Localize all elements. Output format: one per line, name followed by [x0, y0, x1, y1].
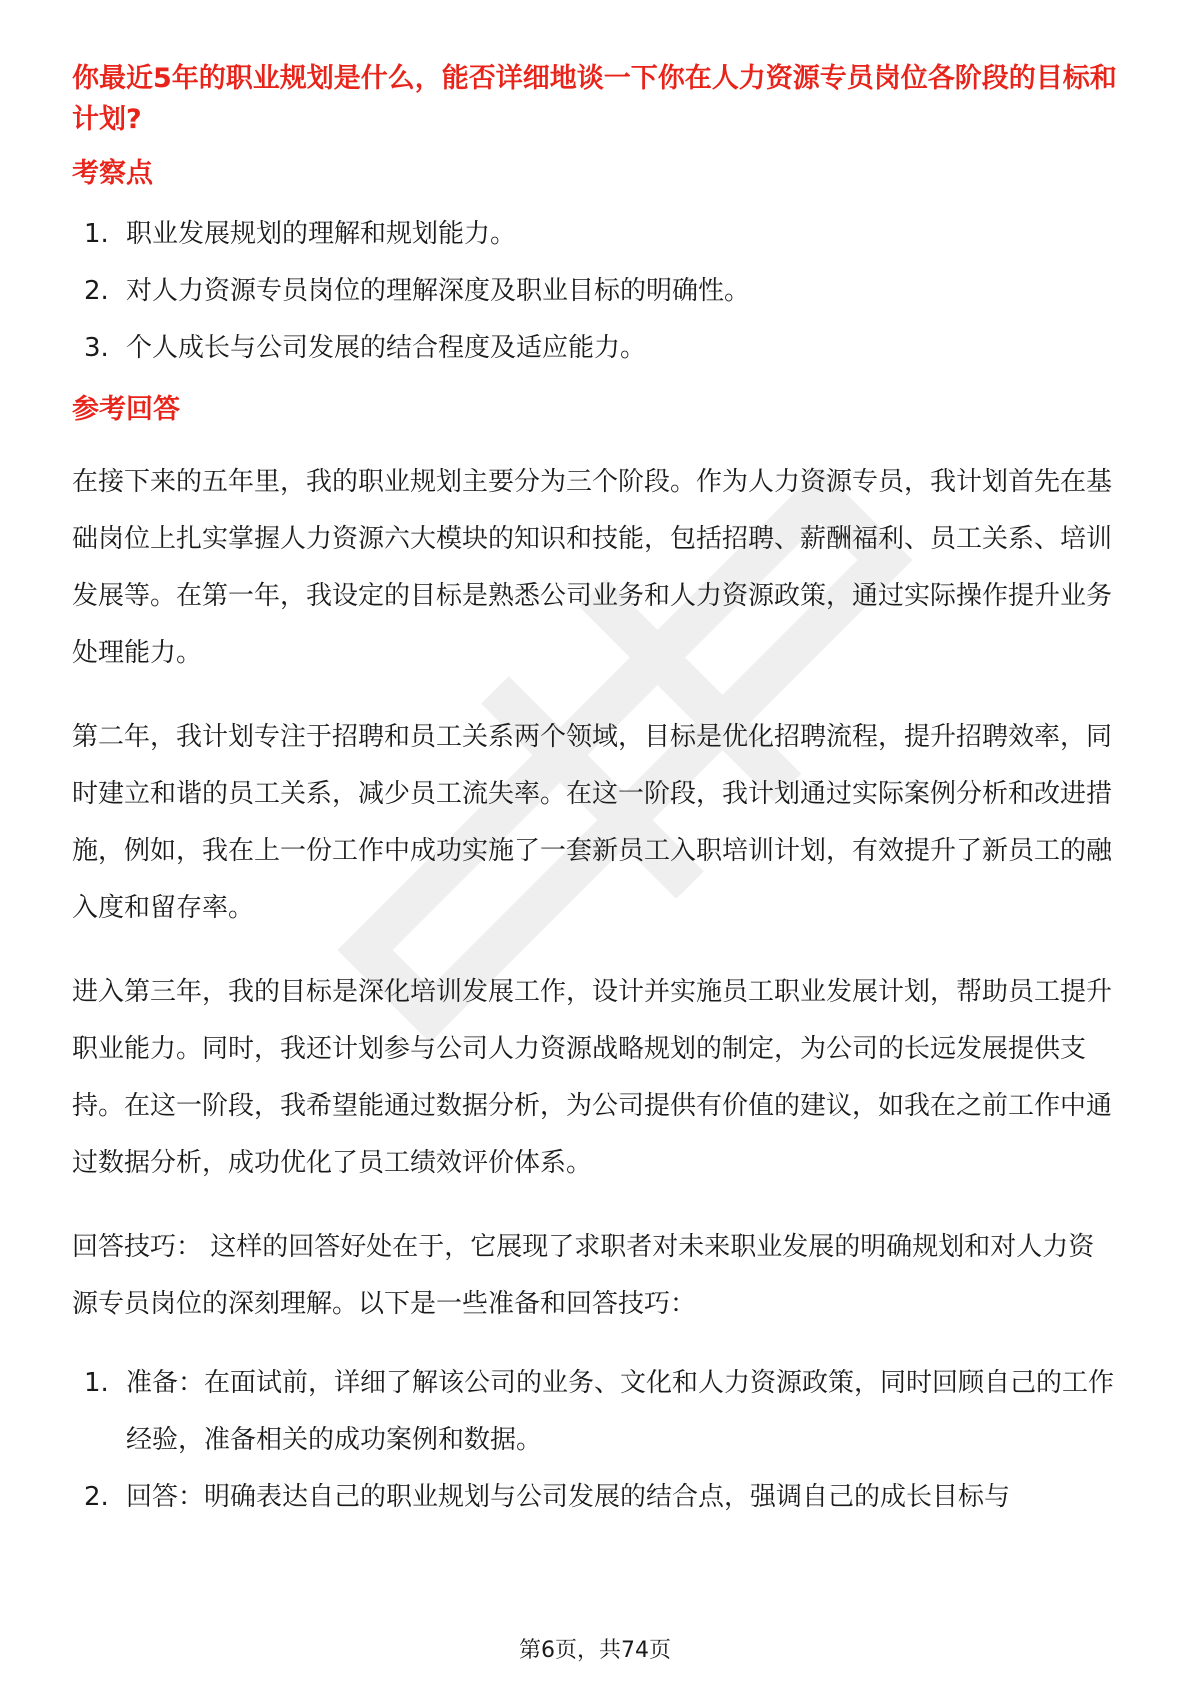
answer-paragraph-3: 进入第三年，我的目标是深化培训发展工作，设计并实施员工职业发展计划，帮助员工提升职业能力。同时，我还计划参与公司人力资源战略规划的制定，为公司的长远发展提供支持。在这一阶段，我希望能通过数据分析，为公司提供有价值的建议，如我在之前工作中通过数据分析，成功优化了员工绩效评价体系。 [72, 977, 1113, 1178]
list-item: 2. 回答：明确表达自己的职业规划与公司发展的结合点，强调自己的成长目标与 [84, 1482, 1011, 1512]
list-item: 1. 准备：在面试前，详细了解该公司的业务、文化和人力资源政策，同时回顾自己的工作经验，准备相关的成功案例和数据。 [84, 1368, 1115, 1455]
answer-section-title: 参考回答 [72, 394, 180, 425]
main-content [72, 58, 1120, 1526]
answer-paragraph-2: 第二年，我计划专注于招聘和员工关系两个领域，目标是优化招聘流程，提升招聘效率，同时建立和谐的员工关系，减少员工流失率。在这一阶段，我计划通过实际案例分析和改进措施，例如，我在上一份工作中成功实施了一套新员工入职培训计划，有效提升了新员工的融入度和留存率。 [72, 722, 1113, 923]
focus-section-title: 考察点 [72, 158, 153, 189]
list-item: 2. 对人力资源专员岗位的理解深度及职业目标的明确性。 [84, 276, 751, 306]
list-item: 1. 职业发展规划的理解和规划能力。 [84, 219, 517, 249]
answer-paragraph-1: 在接下来的五年里，我的职业规划主要分为三个阶段。作为人力资源专员，我计划首先在基础岗位上扎实掌握人力资源六大模块的知识和技能，包括招聘、薪酬福利、员工关系、培训发展等。在第一年，我设定的目标是熟悉公司业务和人力资源政策，通过实际操作提升业务处理能力。 [72, 467, 1113, 668]
question-heading: 你最近5年的职业规划是什么，能否详细地谈一下你在人力资源专员岗位各阶段的目标和计划? [72, 63, 1117, 135]
focus-list [72, 216, 1120, 366]
list-item: 3. 个人成长与公司发展的结合程度及适应能力。 [84, 333, 647, 363]
page-footer: 第6页，共74页 [519, 1638, 671, 1663]
tips-list [72, 1355, 1120, 1526]
tips-intro-paragraph: 回答技巧： 这样的回答好处在于，它展现了求职者对未来职业发展的明确规划和对人力资源专员岗位的深刻理解。以下是一些准备和回答技巧： [72, 1232, 1095, 1319]
